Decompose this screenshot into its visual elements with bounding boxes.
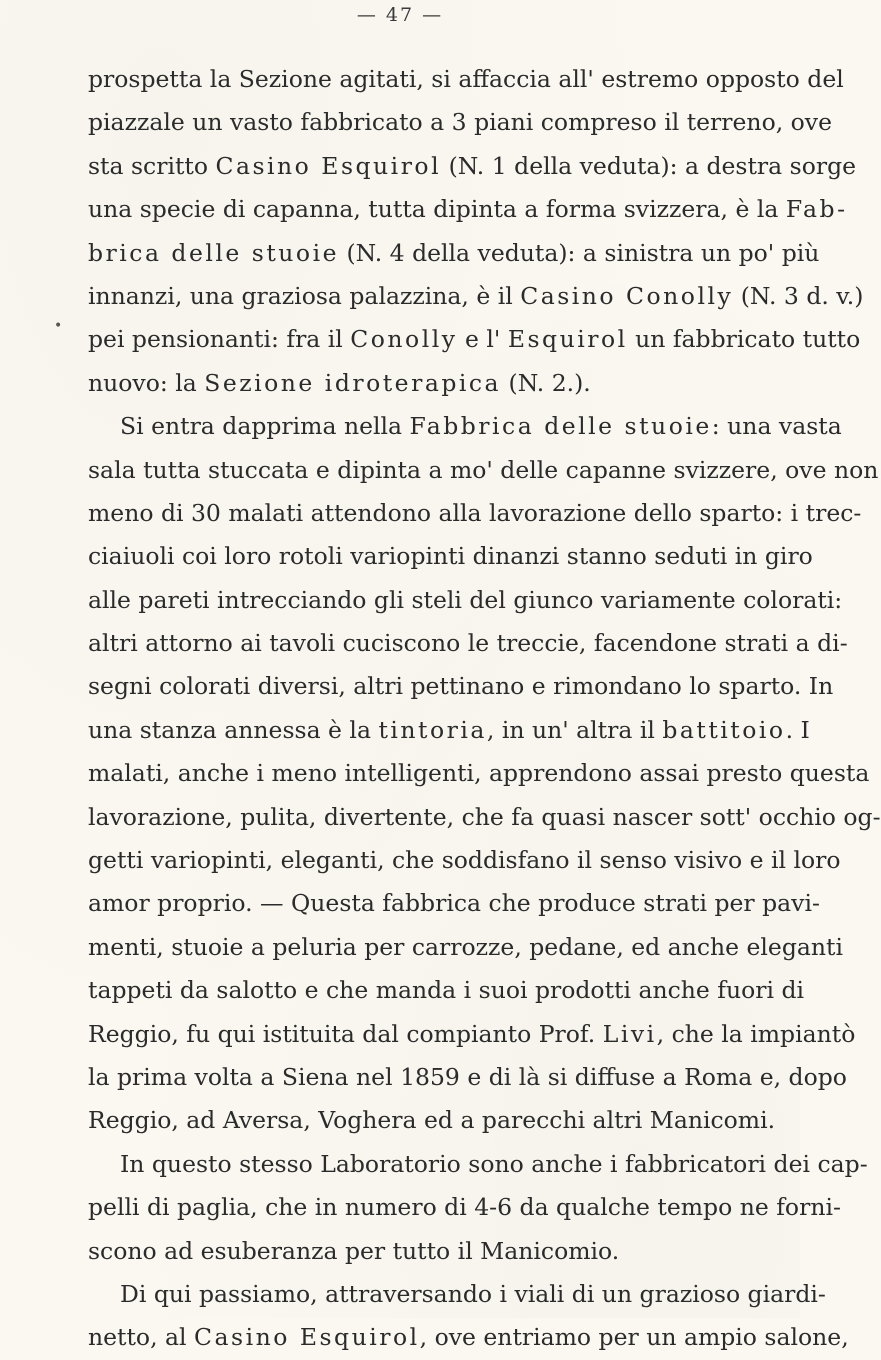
spaced-term: Sezione idroterapica bbox=[204, 368, 502, 397]
text-run: piazzale un vasto fabbricato a 3 piani compreso il terreno, ove bbox=[88, 108, 832, 137]
text-run: menti, stuoie a peluria per carrozze, pedane, ed anche eleganti bbox=[88, 932, 843, 961]
text-run: Reggio, fu qui istituita dal compianto Prof. bbox=[88, 1019, 603, 1048]
spaced-term: tintoria bbox=[378, 715, 487, 744]
text-run: (N. 4 della veduta): a sinistra un po' più bbox=[339, 238, 820, 267]
text-line bbox=[88, 622, 848, 665]
text-run: (N. 3 d. v.) bbox=[733, 281, 864, 310]
text-run: . I bbox=[785, 715, 810, 744]
text-run: segni colorati diversi, altri pettinano e rimondano lo sparto. In bbox=[88, 672, 834, 701]
text-run: ciaiuoli coi loro rotoli variopinti dinanzi stanno seduti in giro bbox=[88, 542, 813, 571]
spaced-term: Casino Esquirol bbox=[194, 1323, 420, 1352]
margin-mark: • bbox=[54, 318, 63, 334]
text-run: alle pareti intrecciando gli steli del giunco variamente colorati: bbox=[88, 585, 843, 614]
text-line bbox=[88, 362, 800, 405]
text-line bbox=[88, 665, 834, 708]
text-line bbox=[88, 1056, 847, 1099]
text-line bbox=[88, 1230, 800, 1273]
text-run: prospetta la Sezione agitati, si affaccia all' estremo opposto del bbox=[88, 65, 844, 93]
spaced-term: Casino Conolly bbox=[520, 281, 734, 310]
text-line bbox=[88, 1316, 849, 1359]
spaced-term: Casino Esquirol bbox=[215, 151, 442, 180]
spaced-term: Esquirol bbox=[507, 325, 628, 354]
paragraph-start: Di qui passiamo, attraversando i viali di un grazioso giardi- bbox=[120, 1279, 826, 1308]
text-line bbox=[88, 188, 848, 231]
spaced-term: Fab- bbox=[785, 195, 848, 224]
spaced-term: Livi bbox=[602, 1019, 657, 1048]
text-line bbox=[88, 101, 832, 144]
text-line bbox=[88, 579, 843, 622]
spaced-term: Conolly bbox=[350, 325, 458, 354]
text-run: amor proprio. — Questa fabbrica che produce strati per pavi- bbox=[88, 889, 820, 918]
text-run: altri attorno ai tavoli cuciscono le treccie, facendone strati a di- bbox=[88, 629, 848, 658]
text-run: sta scritto bbox=[88, 151, 216, 180]
spaced-term: brica delle stuoie bbox=[88, 238, 340, 267]
text-run: getti variopinti, eleganti, che soddisfano il senso visivo e il loro bbox=[88, 846, 841, 875]
text-run: , ove entriamo per un ampio salone, bbox=[419, 1323, 849, 1352]
text-line bbox=[88, 709, 810, 752]
text-line bbox=[88, 926, 843, 969]
text-line bbox=[88, 275, 864, 318]
text-line bbox=[88, 145, 857, 188]
text-line bbox=[88, 882, 820, 925]
text-run: scono ad esuberanza per tutto il Manicomio. bbox=[88, 1236, 620, 1265]
text-line bbox=[88, 232, 820, 275]
text-run: lavorazione, pulita, divertente, che fa quasi nascer sott' occhio og- bbox=[88, 802, 881, 831]
text-line bbox=[88, 535, 813, 578]
text-line bbox=[88, 969, 805, 1012]
spaced-term: Fabbrica delle stuoie bbox=[409, 412, 712, 441]
text-run: : una vasta bbox=[711, 412, 842, 441]
spaced-term: battitoio bbox=[662, 715, 786, 744]
text-line bbox=[88, 449, 879, 492]
text-run: Reggio, ad Aversa, Voghera ed a parecchi altri Manicomi. bbox=[88, 1106, 776, 1135]
text-run: nuovo: la bbox=[88, 368, 205, 397]
text-line bbox=[88, 318, 861, 361]
text-line bbox=[88, 58, 844, 101]
text-line bbox=[88, 1186, 841, 1229]
text-run: , che la impiantò bbox=[656, 1019, 856, 1048]
text-line bbox=[88, 1099, 800, 1142]
text-line bbox=[88, 1013, 856, 1056]
page-number: — 47 — bbox=[356, 4, 444, 26]
text-run: sala tutta stuccata e dipinta a mo' delle capanne svizzere, ove non bbox=[88, 455, 879, 484]
text-run: la prima volta a Siena nel 1859 e di là si diffuse a Roma e, dopo bbox=[88, 1062, 847, 1091]
text-run: meno di 30 malati attendono alla lavorazione dello sparto: i trec- bbox=[88, 498, 862, 527]
text-line bbox=[88, 796, 881, 839]
text-run: netto, al bbox=[88, 1323, 195, 1352]
text-run: un fabbricato tutto bbox=[627, 325, 861, 354]
text-run: malati, anche i meno intelligenti, apprendono assai presto questa bbox=[88, 759, 870, 788]
text-run: (N. 2.). bbox=[501, 368, 591, 397]
text-line bbox=[88, 1273, 826, 1316]
paragraph-start: In questo stesso Laboratorio sono anche i fabbricatori dei cap- bbox=[120, 1149, 868, 1178]
text-run: (N. 1 della veduta): a destra sorge bbox=[441, 151, 857, 180]
text-run: una stanza annessa è la bbox=[88, 715, 379, 744]
text-line bbox=[88, 492, 862, 535]
paragraph-start: Si entra dapprima nella bbox=[120, 412, 410, 441]
text-line bbox=[88, 839, 841, 882]
text-run: pelli di paglia, che in numero di 4-6 da qualche tempo ne forni- bbox=[88, 1193, 841, 1222]
text-line bbox=[88, 1143, 868, 1186]
text-run: innanzi, una graziosa palazzina, è il bbox=[88, 281, 521, 310]
text-line bbox=[88, 752, 870, 795]
text-run: e l' bbox=[457, 325, 508, 354]
text-run: tappeti da salotto e che manda i suoi prodotti anche fuori di bbox=[88, 976, 805, 1005]
text-run: pei pensionanti: fra il bbox=[88, 325, 351, 354]
text-run: , in un' altra il bbox=[486, 715, 663, 744]
body-text bbox=[88, 58, 881, 1360]
text-run: una specie di capanna, tutta dipinta a forma svizzera, è la bbox=[88, 195, 786, 224]
text-line bbox=[88, 405, 842, 448]
